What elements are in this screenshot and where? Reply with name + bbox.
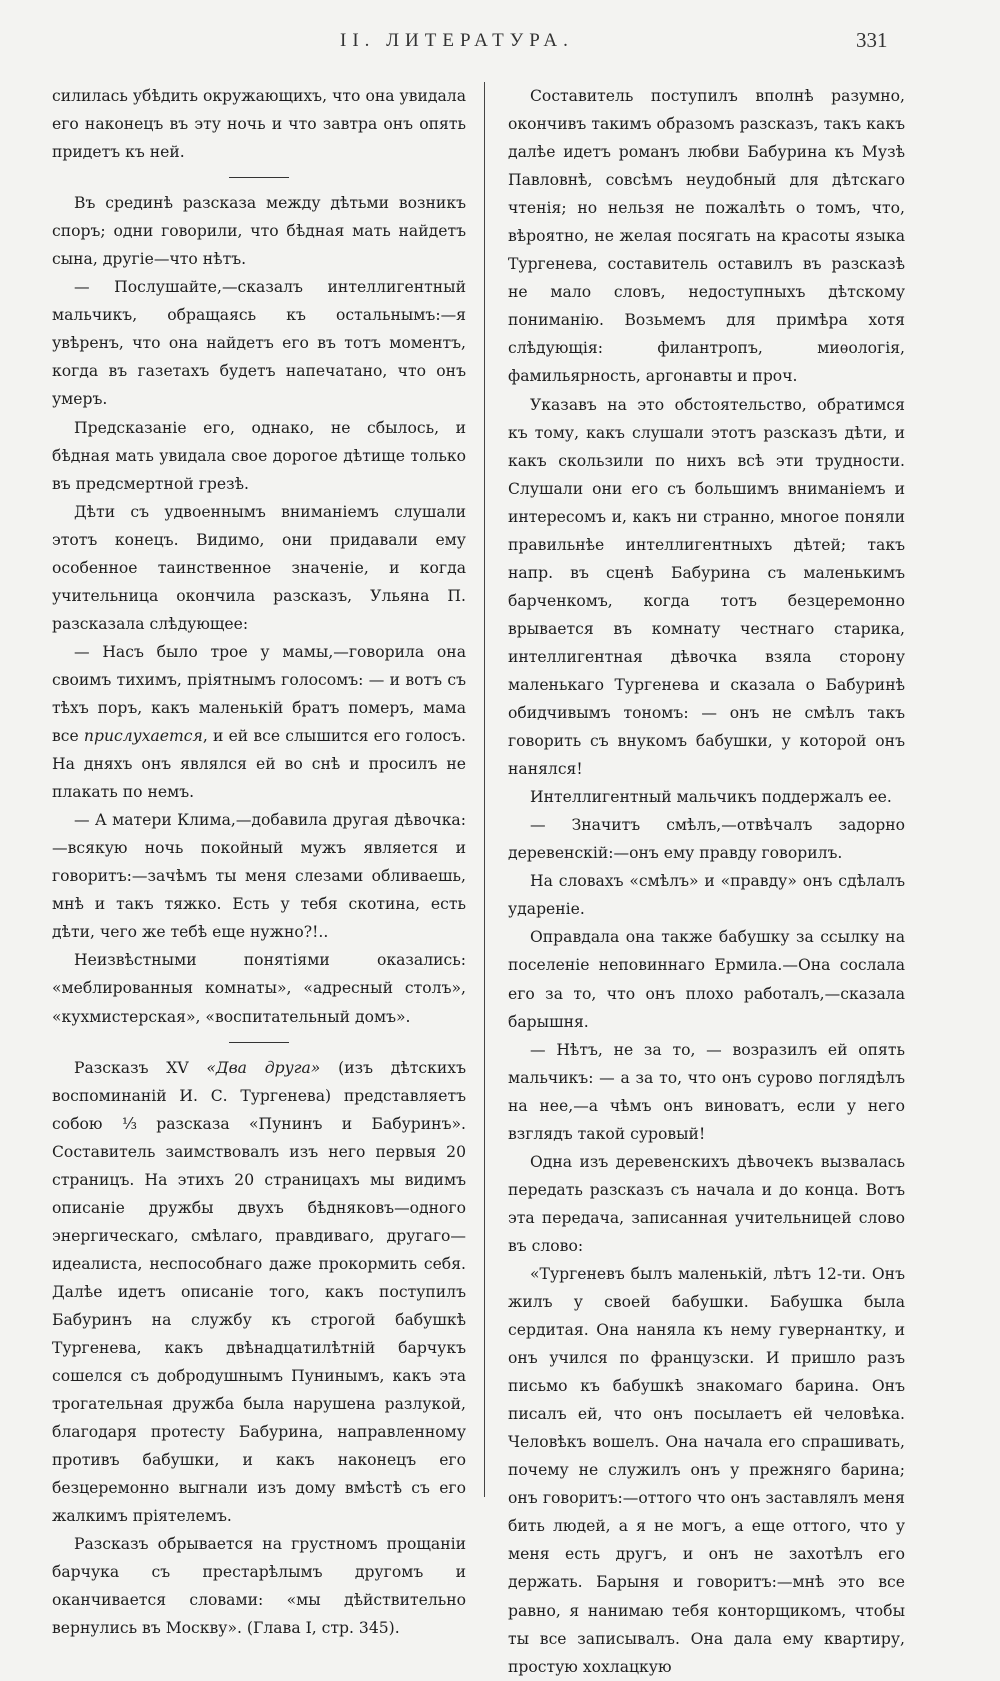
paragraph: — Послушайте,—сказалъ интеллигентный мальчикъ, обращаясь къ остальнымъ:—я увѣренъ, что она найдетъ его въ тотъ моментъ, когда въ газетахъ будетъ напечатано, что онъ умеръ. bbox=[52, 278, 466, 409]
paragraph: силилась убѣдить окружающихъ, что она увидала его наконецъ въ эту ночь и что завтра онъ опять придетъ къ ней. bbox=[52, 87, 466, 162]
paragraph bbox=[52, 638, 466, 806]
paragraph: Предсказаніе его, однако, не сбылось, и бѣдная мать увидала свое дорогое дѣтище только въ предсмертной грезѣ. bbox=[52, 418, 466, 493]
left-column bbox=[52, 82, 467, 1638]
text-run: Разсказъ XV bbox=[74, 1058, 207, 1077]
right-column bbox=[508, 82, 905, 1676]
paragraph: Указавъ на это обстоятельство, обратимся къ тому, какъ слушали этотъ разсказъ дѣти, и какъ скользили по нихъ всѣ эти трудности. Слушали они его съ большимъ вниманіемъ и интересомъ и, какъ ни странно, многое поняли правильнѣе интеллигентныхъ дѣтей; такъ напр. въ сценѣ Бабурина съ маленькимъ барченкомъ, когда тотъ безцеремонно врывается въ комнату честнаго старика, интеллигентная дѣвочка взяла сторону маленькаго Тургенева и сказала о Бабуринѣ обидчивымъ тономъ: — онъ не смѣлъ такъ говорить съ внукомъ бабушки, у которой онъ нанялся! bbox=[508, 395, 905, 779]
paragraph: Разсказъ обрывается на грустномъ прощаніи барчука съ престарѣлымъ другомъ и оканчивается словами: «мы дѣйствительно вернулись въ Москву». (Глава I, стр. 345). bbox=[52, 1535, 466, 1638]
column-divider bbox=[484, 82, 485, 1497]
paragraph: — Нѣтъ, не за то, — возразилъ ей опять мальчикъ: — а за то, что онъ сурово поглядѣлъ на нее,—а чѣмъ онъ виноватъ, если у него взглядъ такой суровый! bbox=[508, 1040, 905, 1143]
section-separator bbox=[229, 177, 289, 178]
story-title: «Два друга» bbox=[206, 1058, 321, 1077]
paragraph: Составитель поступилъ вполнѣ разумно, окончивъ такимъ образомъ разсказъ, такъ какъ далѣе идетъ романъ любви Бабурина къ Музѣ Павловнѣ, совсѣмъ неудобный для дѣтскаго чтенія; но нельзя не пожалѣть о томъ, что, вѣроятно, не желая посягать на красоты языка Тургенева, составитель оставилъ въ разсказѣ не мало словъ, недоступныхъ дѣтскому пониманію. Возьмемъ для примѣра хотя слѣдующія: филантропъ, миѳологія, фамильярность, аргонавты и проч. bbox=[508, 87, 905, 386]
paragraph: — А матери Клима,—добавила другая дѣвочка:—всякую ночь покойный мужъ является и говоритъ:—зачѣмъ ты меня слезами обливаешь, мнѣ и такъ тяжко. Есть у тебя скотина, есть дѣти, чего же тебѣ еще нужно?!.. bbox=[52, 811, 466, 942]
text-run: , и ей все слышится его голосъ. На дняхъ онъ являлся ей во снѣ и просилъ не плакать по немъ. bbox=[52, 727, 467, 802]
paragraph: На словахъ «смѣлъ» и «правду» онъ сдѣлалъ удареніе. bbox=[508, 872, 905, 919]
paragraph: Одна изъ деревенскихъ дѣвочекъ вызвалась передать разсказъ съ начала и до конца. Вотъ эта передача, записанная учительницей слово въ слово: bbox=[508, 1152, 905, 1255]
running-header bbox=[0, 30, 1000, 64]
paragraph: Въ срединѣ разсказа между дѣтьми возникъ споръ; одни говорили, что бѣдная мать найдетъ сына, другіе—что нѣтъ. bbox=[52, 194, 466, 269]
header-title: II. ЛИТЕРАТУРА. bbox=[340, 30, 574, 51]
paragraph: Оправдала она также бабушку за ссылку на поселеніе неповиннаго Ермила.—Она сослала его за то, что онъ плохо работалъ,—сказала барышня. bbox=[508, 928, 905, 1031]
italic-word: прислухается bbox=[83, 727, 203, 746]
paragraph: Дѣти съ удвоеннымъ вниманіемъ слушали этотъ конецъ. Видимо, они придавали ему особенное таинственное значеніе, и когда учительница окончила разсказъ, Ульяна П. разсказала слѣдующее: bbox=[52, 502, 466, 633]
paragraph: — Значитъ смѣлъ,—отвѣчалъ задорно деревенскій:—онъ ему правду говорилъ. bbox=[508, 816, 905, 863]
paragraph bbox=[52, 1054, 466, 1531]
text-run: (изъ дѣтскихъ воспоминаній И. С. Тургенева) представляетъ собою ⅓ разсказа «Пунинъ и Бабуринъ». Составитель заимствовалъ изъ него первыя 20 страницъ. На этихъ 20 страницахъ мы видимъ описаніе дружбы двухъ бѣдняковъ—одного энергическаго, смѣлаго, правдиваго, другаго—идеалиста, неспособнаго даже прокормить себя. Далѣе идетъ описаніе того, какъ поступилъ Бабуринъ на службу къ строгой бабушкѣ Тургенева, какъ двѣнадцатилѣтній барчукъ сошелся съ добродушнымъ Пунинымъ, какъ эта трогательная дружба была нарушена разлукой, благодаря протесту Бабурина, направленному противъ бабушки, и какъ наконецъ его безцеремонно выгнали изъ дому вмѣстѣ съ его жалкимъ пріятелемъ. bbox=[52, 1058, 466, 1526]
paragraph: Неизвѣстными понятіями оказались: «меблированныя комнаты», «адресный столъ», «кухмистерская», «воспитательный домъ». bbox=[52, 951, 466, 1026]
paragraph: «Тургеневъ былъ маленькій, лѣтъ 12-ти. Онъ жилъ у своей бабушки. Бабушка была сердитая. Она наняла къ нему гувернантку, и онъ учился по французски. И пришло разъ письмо къ бабушкѣ знакомаго барина. Онъ писалъ ей, что онъ посылаетъ ей человѣка. Человѣкъ вошелъ. Она начала его спрашивать, почему не служилъ онъ у прежняго барина; онъ говоритъ:—оттого что онъ заставлялъ меня бить людей, а я не могъ, а еще оттого, что у меня есть другъ, и онъ не захотѣлъ его держать. Барыня и говоритъ:—мнѣ это все равно, я нанимаю тебя конторщикомъ, чтобы ты все записывалъ. Она дала ему квартиру, простую хохлацкую bbox=[508, 1264, 905, 1676]
paragraph: Интеллигентный мальчикъ поддержалъ ее. bbox=[530, 788, 892, 807]
section-separator bbox=[229, 1042, 289, 1043]
text-run: — Насъ было трое у мамы,—говорила она своимъ тихимъ, пріятнымъ голосомъ: — и вотъ съ тѣхъ поръ, какъ маленькій братъ померъ, мама все bbox=[52, 642, 466, 746]
page-number: 331 bbox=[856, 28, 888, 52]
